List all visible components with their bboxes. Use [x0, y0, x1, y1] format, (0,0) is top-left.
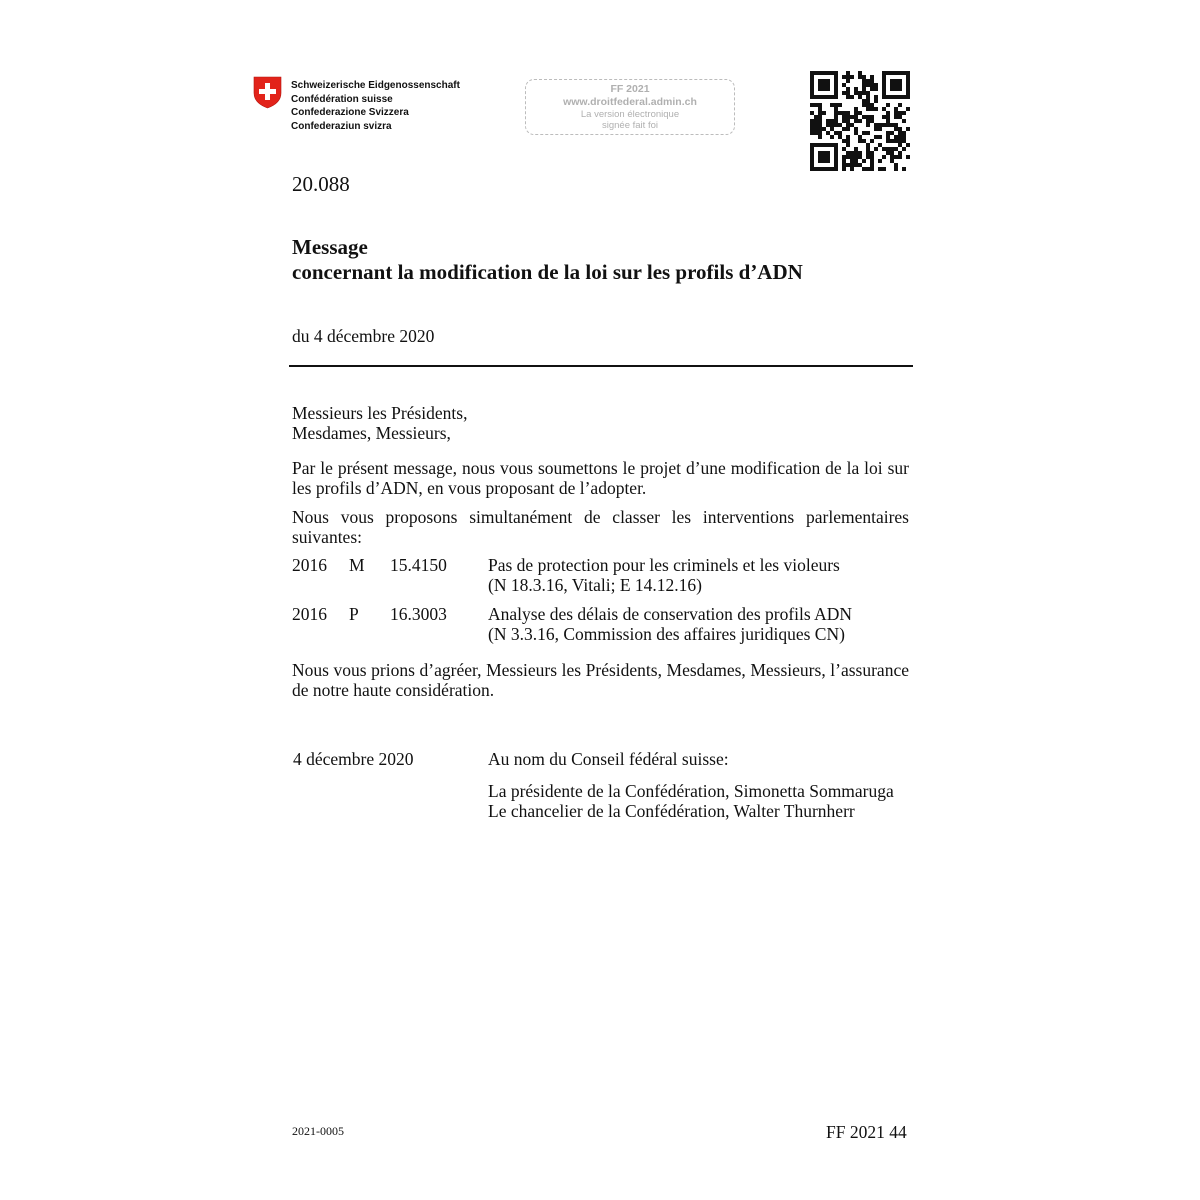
- intervention-title: Pas de protection pour les criminels et les violeurs: [488, 555, 840, 575]
- footer-page-reference: FF 2021 44: [826, 1122, 907, 1142]
- intervention-type: M: [349, 555, 365, 575]
- intervention-year: 2016: [292, 604, 327, 624]
- intervention-type: P: [349, 604, 359, 624]
- intervention-title: Analyse des délais de conservation des profils ADN: [488, 604, 853, 624]
- qr-code-icon: [810, 71, 910, 171]
- intervention-number: 16.3003: [390, 604, 447, 624]
- intervention-detail: (N 3.3.16, Commission des affaires juridiques CN): [488, 624, 845, 644]
- paragraph-closing: Nous vous prions d’agréer, Messieurs les Présidents, Mesdames, Messieurs, l’assurance de notre haute considération.: [292, 660, 909, 700]
- intervention-row: [292, 604, 912, 648]
- horizontal-rule: [289, 365, 913, 367]
- intervention-number: 15.4150: [390, 555, 447, 575]
- stamp-note-1: La version électronique: [580, 109, 680, 120]
- signature-block: [488, 749, 894, 821]
- federal-logo-text: [291, 79, 460, 133]
- intervention-detail: (N 18.3.16, Vitali; E 14.12.16): [488, 575, 702, 595]
- electronic-version-stamp: [525, 79, 735, 135]
- title-line-2: concernant la modification de la loi sur les profils d’ADN: [292, 260, 803, 284]
- salutation-line-1: Messieurs les Présidents,: [292, 403, 468, 423]
- stamp-reference: FF 2021: [610, 83, 650, 95]
- logo-line-de: Schweizerische Eidgenossenschaft: [291, 80, 460, 91]
- logo-line-rm: Confederaziun svizra: [291, 120, 392, 132]
- signature-chancellor: Le chancelier de la Confédération, Walter Thurnherr: [488, 801, 855, 821]
- intervention-description: [488, 604, 852, 644]
- intervention-year: 2016: [292, 555, 327, 575]
- intervention-description: [488, 555, 840, 595]
- stamp-url[interactable]: www.droitfederal.admin.ch: [563, 96, 697, 108]
- signature-on-behalf: Au nom du Conseil fédéral suisse:: [488, 749, 729, 769]
- paragraph-proposal: Par le présent message, nous vous soumettons le projet d’une modification de la loi sur les profils d’ADN, en vous proposant de l’adopter.: [292, 458, 909, 498]
- document-title: [292, 235, 803, 285]
- footer-document-code: 2021-0005: [292, 1124, 344, 1138]
- logo-line-it: Confederazione Svizzera: [291, 107, 409, 118]
- title-line-1: Message: [292, 235, 368, 259]
- intervention-row: [292, 555, 912, 599]
- signature-president: La présidente de la Confédération, Simonetta Sommaruga: [488, 781, 894, 801]
- paragraph-interventions-intro: Nous vous proposons simultanément de classer les interventions parlementaires suivantes:: [292, 507, 909, 547]
- signature-date: 4 décembre 2020: [293, 749, 414, 769]
- document-date: du 4 décembre 2020: [292, 326, 435, 346]
- salutation: [292, 403, 467, 443]
- document-number: 20.088: [292, 172, 350, 196]
- logo-line-fr: Confédération suisse: [291, 93, 393, 105]
- salutation-line-2: Mesdames, Messieurs,: [292, 423, 451, 443]
- swiss-cross-icon: [253, 76, 282, 109]
- stamp-note-2: signée fait foi: [602, 120, 658, 131]
